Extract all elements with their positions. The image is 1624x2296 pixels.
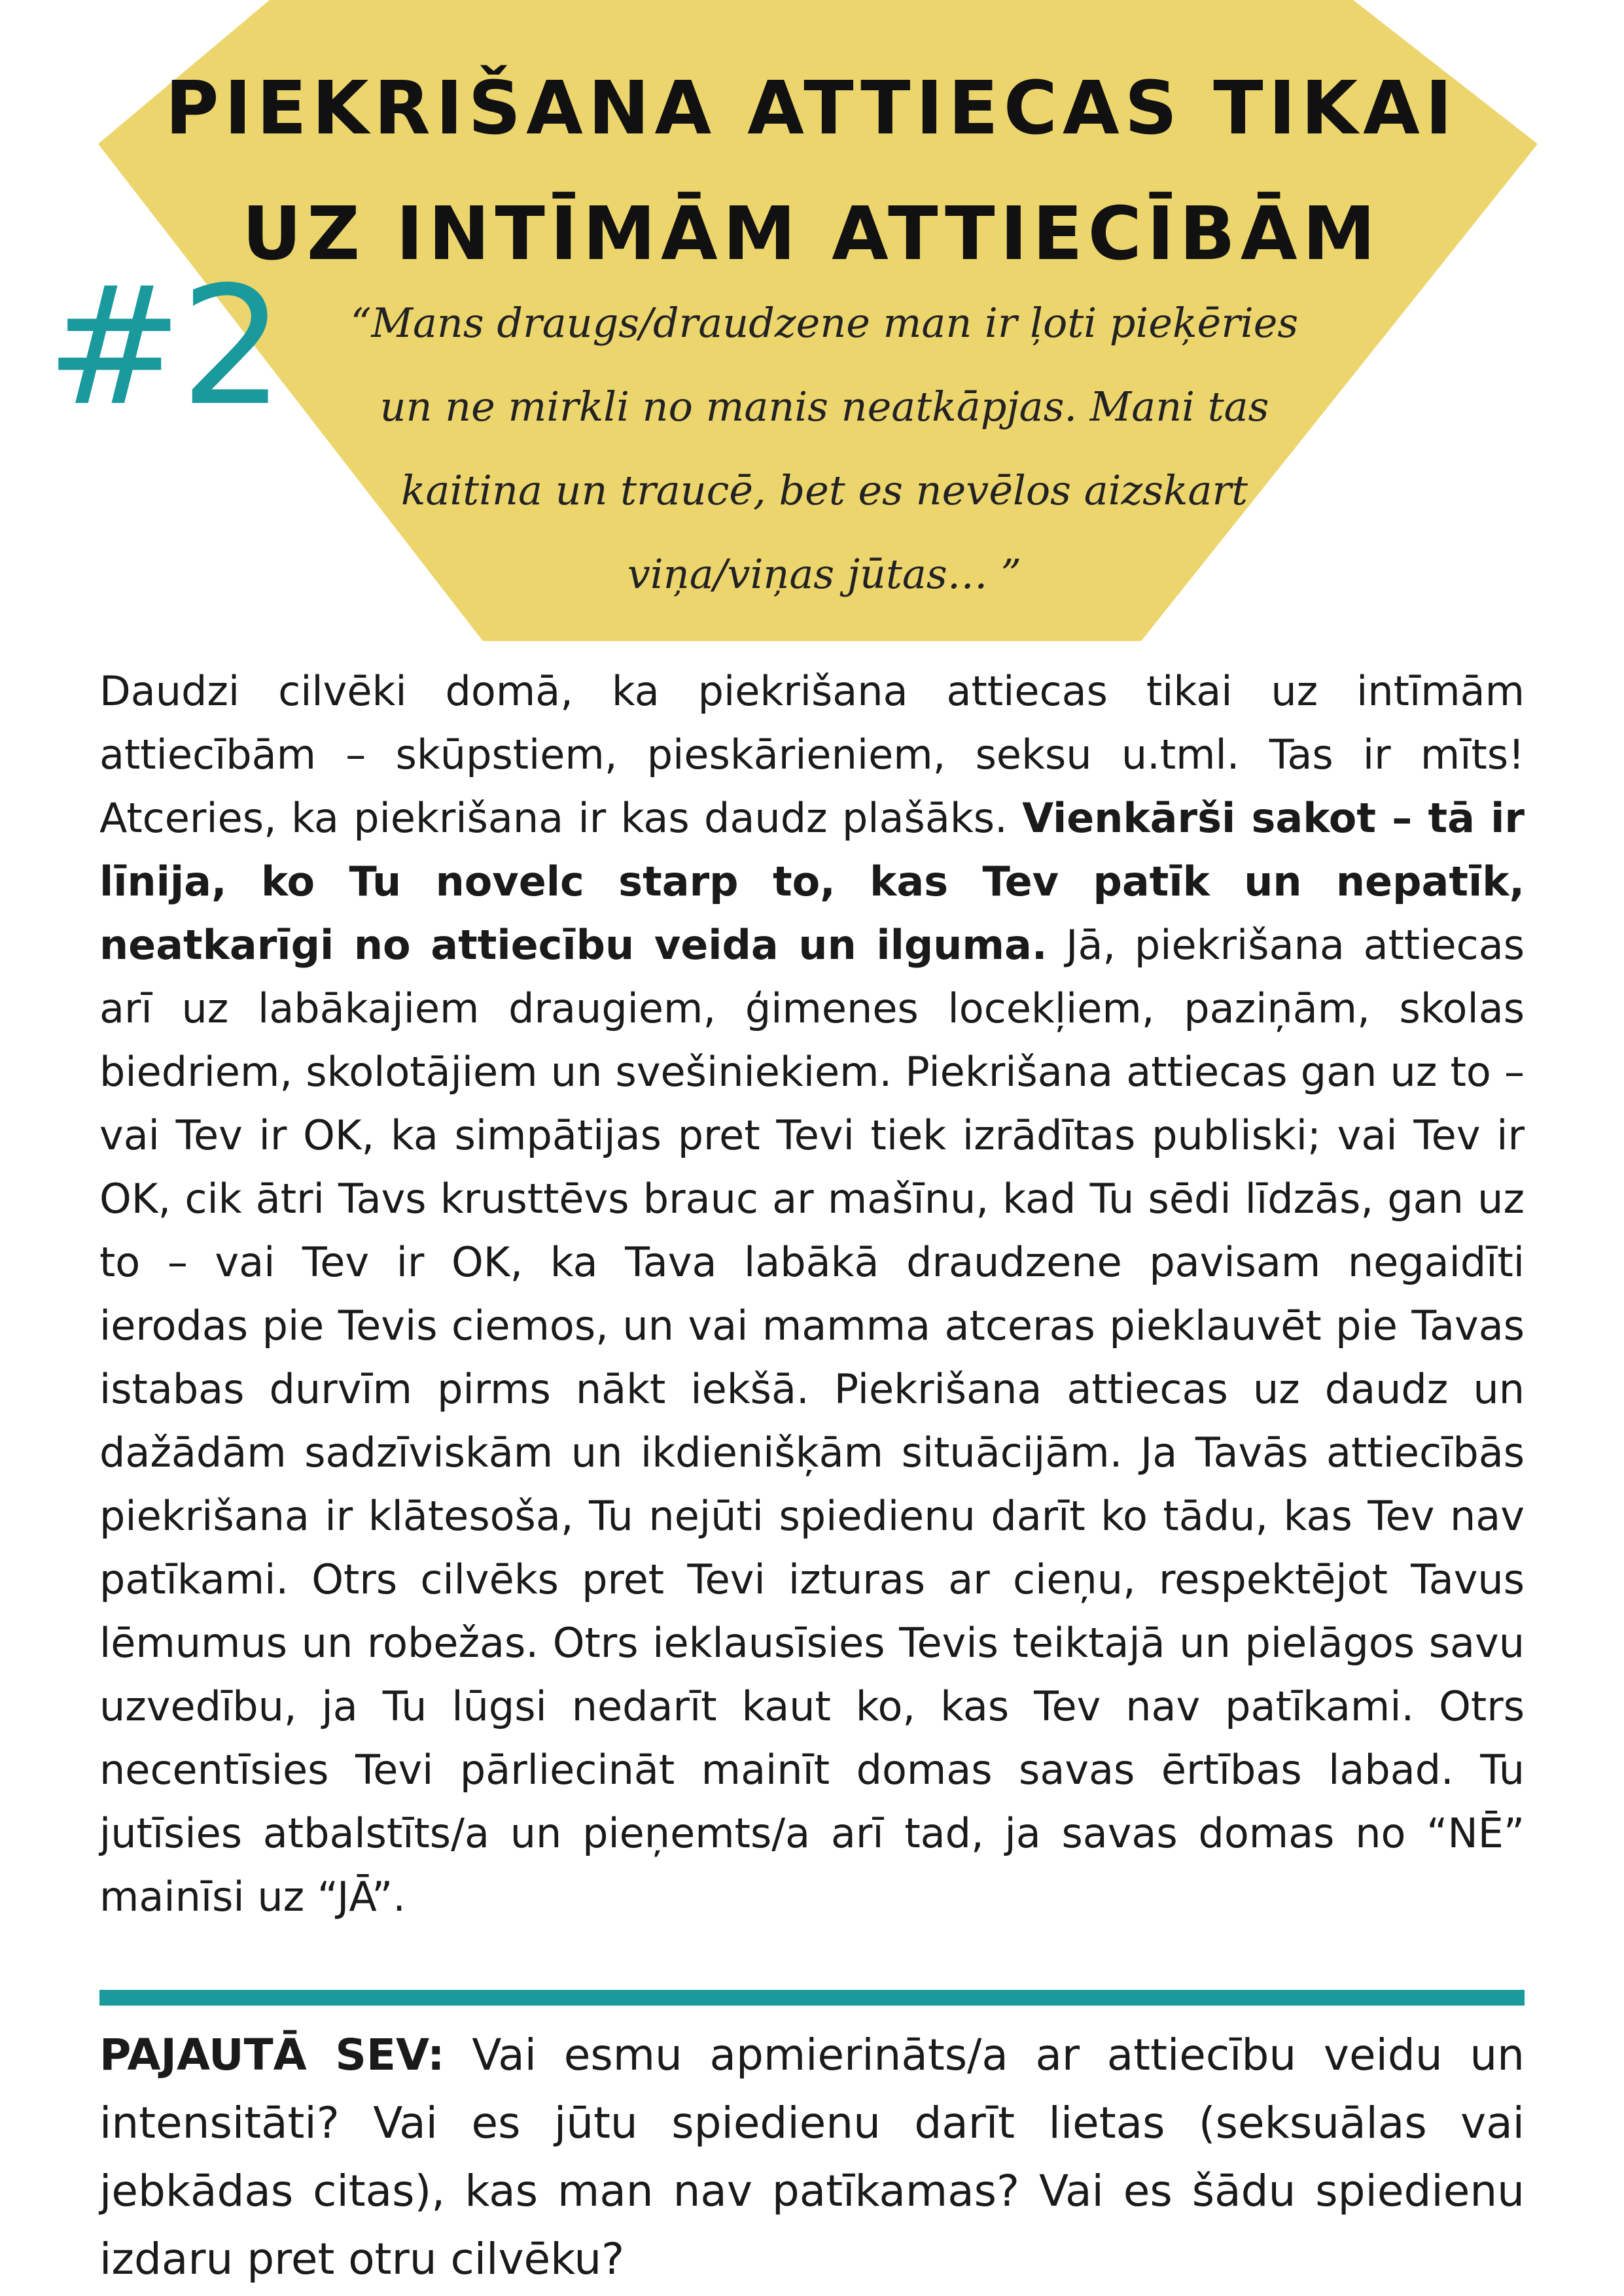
quote-line-4: viņa/viņas jūtas… ” bbox=[627, 550, 1022, 598]
body-bold-definition: Vienkārši sakot – tā ir līnija, ko Tu novelc starp to, kas Tev patīk un nepatīk, neatkarīgi no attiecību veida un ilguma. bbox=[99, 794, 1525, 969]
section-number: #2 bbox=[46, 251, 282, 442]
title-line-2: UZ INTĪMĀM ATTIECĪBĀM bbox=[241, 192, 1381, 277]
body-paragraph bbox=[99, 659, 1525, 1928]
body-text-part-1: Daudzi cilvēki domā, ka piekrišana attiecas tikai uz intīmām attiecībām – skūpstiem, pieskārieniem, seksu u.tml. Tas ir mīts! Atceries, ka piekrišana ir kas daudz plašāks. bbox=[99, 667, 1525, 842]
page-title bbox=[98, 46, 1525, 297]
section-divider bbox=[99, 1990, 1525, 2006]
ask-yourself-paragraph bbox=[99, 2021, 1525, 2293]
ask-yourself-text: Vai esmu apmierināts/a ar attiecību veidu un intensitāti? Vai es jūtu spiedienu darīt lietas (seksuālas vai jebkādas citas), kas man nav patīkamas? Vai es šādu spiedienu izdaru pret otru cilvēku? bbox=[99, 2030, 1525, 2284]
quote-line-3: kaitina un traucē, bet es nevēlos aizskart bbox=[400, 466, 1248, 514]
body-text-part-2: Jā, piekrišana attiecas arī uz labākajiem draugiem, ģimenes locekļiem, paziņām, skolas biedriem, skolotājiem un svešiniekiem. Piekrišana attiecas gan uz to – vai Tev ir OK, ka simpātijas pret Tevi tiek izrādītas publiski; vai Tev ir OK, cik ātri Tavs krusttēvs brauc ar mašīnu, kad Tu sēdi līdzās, gan uz to – vai Tev ir OK, ka Tava labākā draudzene pavisam negaidīti ierodas pie Tevis ciemos, un vai mamma atceras pieklauvēt pie Tavas istabas durvīm pirms nākt iekšā. Piekrišana attiecas uz daudz un dažādām sadzīviskām un ikdienišķām situācijām. Ja Tavās attiecībās piekrišana ir klātesoša, Tu nejūti spiedienu darīt ko tādu, kas Tev nav patīkami. Otrs cilvēks pret Tevi izturas ar cieņu, respektējot Tavus lēmumus un robežas. Otrs ieklausīsies Tevis teiktajā un pielāgos savu uzvedību, ja Tu lūgsi nedarīt kaut ko, kas Tev nav patīkami. Otrs necentīsies Tevi pārliecināt mainīt domas savas ērtības labad. Tu jutīsies atbalstīts/a un pieņemts/a arī tad, ja savas domas no “NĒ” mainīsi uz “JĀ”. bbox=[99, 921, 1525, 1921]
quote-line-1: “Mans draugs/draudzene man ir ļoti pieķēries bbox=[350, 299, 1299, 347]
quote-line-2: un ne mirkli no manis neatkāpjas. Mani tas bbox=[380, 383, 1269, 430]
title-line-1: PIEKRIŠANA ATTIECAS TIKAI bbox=[165, 66, 1458, 151]
quote-block bbox=[340, 281, 1309, 616]
ask-yourself-label: PAJAUTĀ SEV: bbox=[99, 2030, 445, 2080]
